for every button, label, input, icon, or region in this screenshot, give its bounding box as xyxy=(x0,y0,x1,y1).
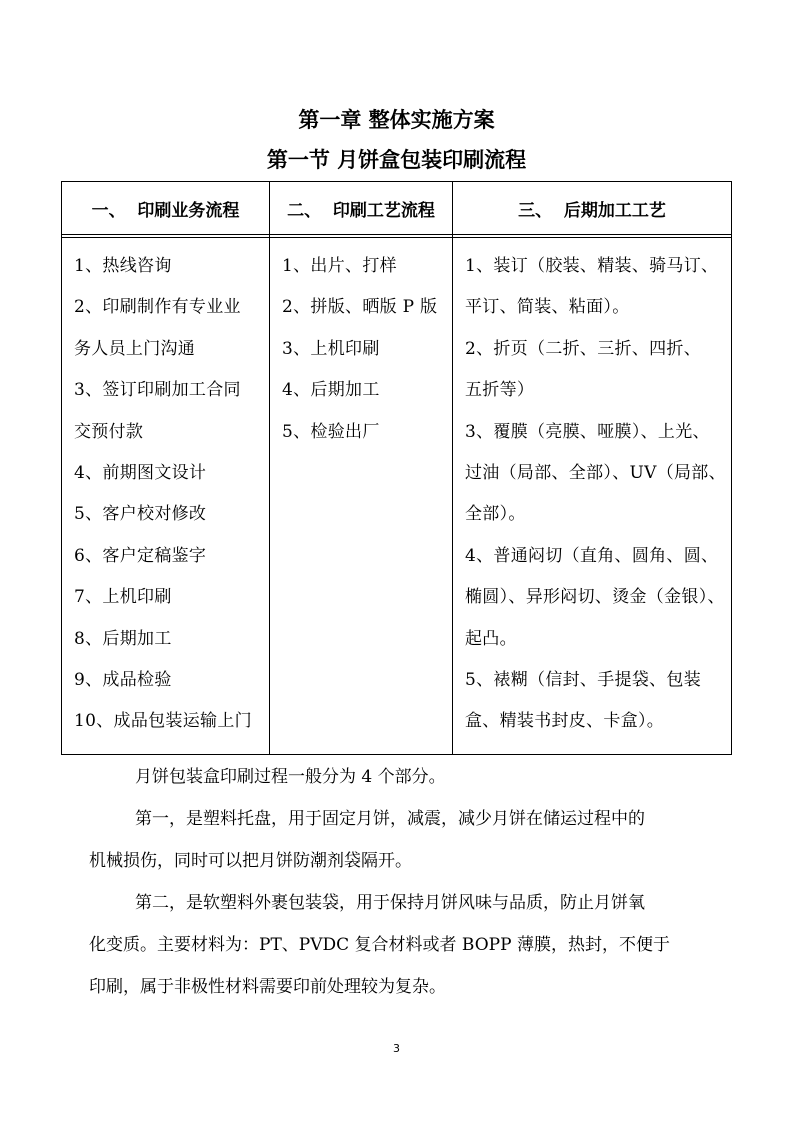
list-item: 1、出片、打样 xyxy=(282,256,397,276)
process-table xyxy=(61,181,732,755)
list-item: 8、后期加工 xyxy=(74,628,172,649)
list-item: 2、折页（二折、三折、四折、 xyxy=(465,338,702,359)
list-item: 1、热线咨询 xyxy=(74,256,172,276)
body-paragraph-line: 化变质。主要材料为：PT、PVDC 复合材料或者 BOPP 薄膜，热封，不便于 xyxy=(89,935,670,955)
page-number: 3 xyxy=(393,1042,400,1055)
list-item: 起凸。 xyxy=(465,628,517,649)
chapter-title: 第一章 整体实施方案 xyxy=(298,108,495,132)
business-process-list xyxy=(62,246,269,743)
list-item: 10、成品包装运输上门 xyxy=(74,711,252,732)
list-item: 7、上机印刷 xyxy=(74,587,172,608)
column-post-processing xyxy=(453,182,731,754)
list-item: 1、装订（胶装、精装、骑马订、 xyxy=(465,256,719,276)
column-business-process xyxy=(62,182,270,754)
list-item: 5、客户校对修改 xyxy=(74,504,207,525)
list-item: 交预付款 xyxy=(74,421,144,442)
list-item: 务人员上门沟通 xyxy=(74,338,196,359)
list-item: 盒、精装书封皮、卡盒）。 xyxy=(465,711,665,732)
post-processing-list xyxy=(453,246,731,743)
body-paragraph-line: 机械损伤，同时可以把月饼防潮剂袋隔开。 xyxy=(89,851,412,871)
column-printing-process xyxy=(270,182,453,754)
section-title: 第一节 月饼盒包装印刷流程 xyxy=(266,148,527,172)
list-item: 五折等） xyxy=(465,380,535,401)
list-item: 全部）。 xyxy=(465,504,526,525)
list-item: 椭圆）、异形闷切、烫金（金银）、 xyxy=(465,587,725,608)
list-item: 3、覆膜（亮膜、哑膜）、上光、 xyxy=(465,421,710,442)
printing-process-list xyxy=(270,246,452,453)
body-paragraph-intro: 月饼包装盒印刷过程一般分为 4 个部分。 xyxy=(135,767,446,787)
list-item: 6、客户定稿鉴字 xyxy=(74,545,207,566)
body-paragraph-line: 第二，是软塑料外裹包装袋，用于保持月饼风味与品质，防止月饼氧 xyxy=(135,893,645,913)
column-header: 二、 印刷工艺流程 xyxy=(270,182,452,235)
list-item: 4、普通闷切（直角、圆角、圆、 xyxy=(465,545,719,566)
list-item: 5、裱糊（信封、手提袋、包装 xyxy=(465,670,702,691)
header-divider xyxy=(453,237,731,238)
body-paragraph-line: 印刷，属于非极性材料需要印前处理较为复杂。 xyxy=(89,977,446,997)
list-item: 平订、简装、粘面）。 xyxy=(465,297,630,318)
header-divider xyxy=(62,237,269,238)
body-paragraph-line: 第一，是塑料托盘，用于固定月饼，减震，减少月饼在储运过程中的 xyxy=(135,809,645,829)
list-item: 5、检验出厂 xyxy=(282,421,380,442)
list-item: 过油（局部、全部）、UV（局部、 xyxy=(465,463,726,484)
list-item: 4、后期加工 xyxy=(282,380,380,401)
header-divider xyxy=(270,237,452,238)
list-item: 9、成品检验 xyxy=(74,670,172,691)
list-item: 3、上机印刷 xyxy=(282,338,380,359)
list-item: 2、印刷制作有专业业 xyxy=(74,297,241,318)
list-item: 4、前期图文设计 xyxy=(74,463,207,484)
list-item: 3、签订印刷加工合同 xyxy=(74,380,241,401)
list-item: 2、拼版、晒版 P 版 xyxy=(282,297,438,318)
column-header: 三、 后期加工工艺 xyxy=(453,182,731,235)
column-header: 一、 印刷业务流程 xyxy=(62,182,269,235)
